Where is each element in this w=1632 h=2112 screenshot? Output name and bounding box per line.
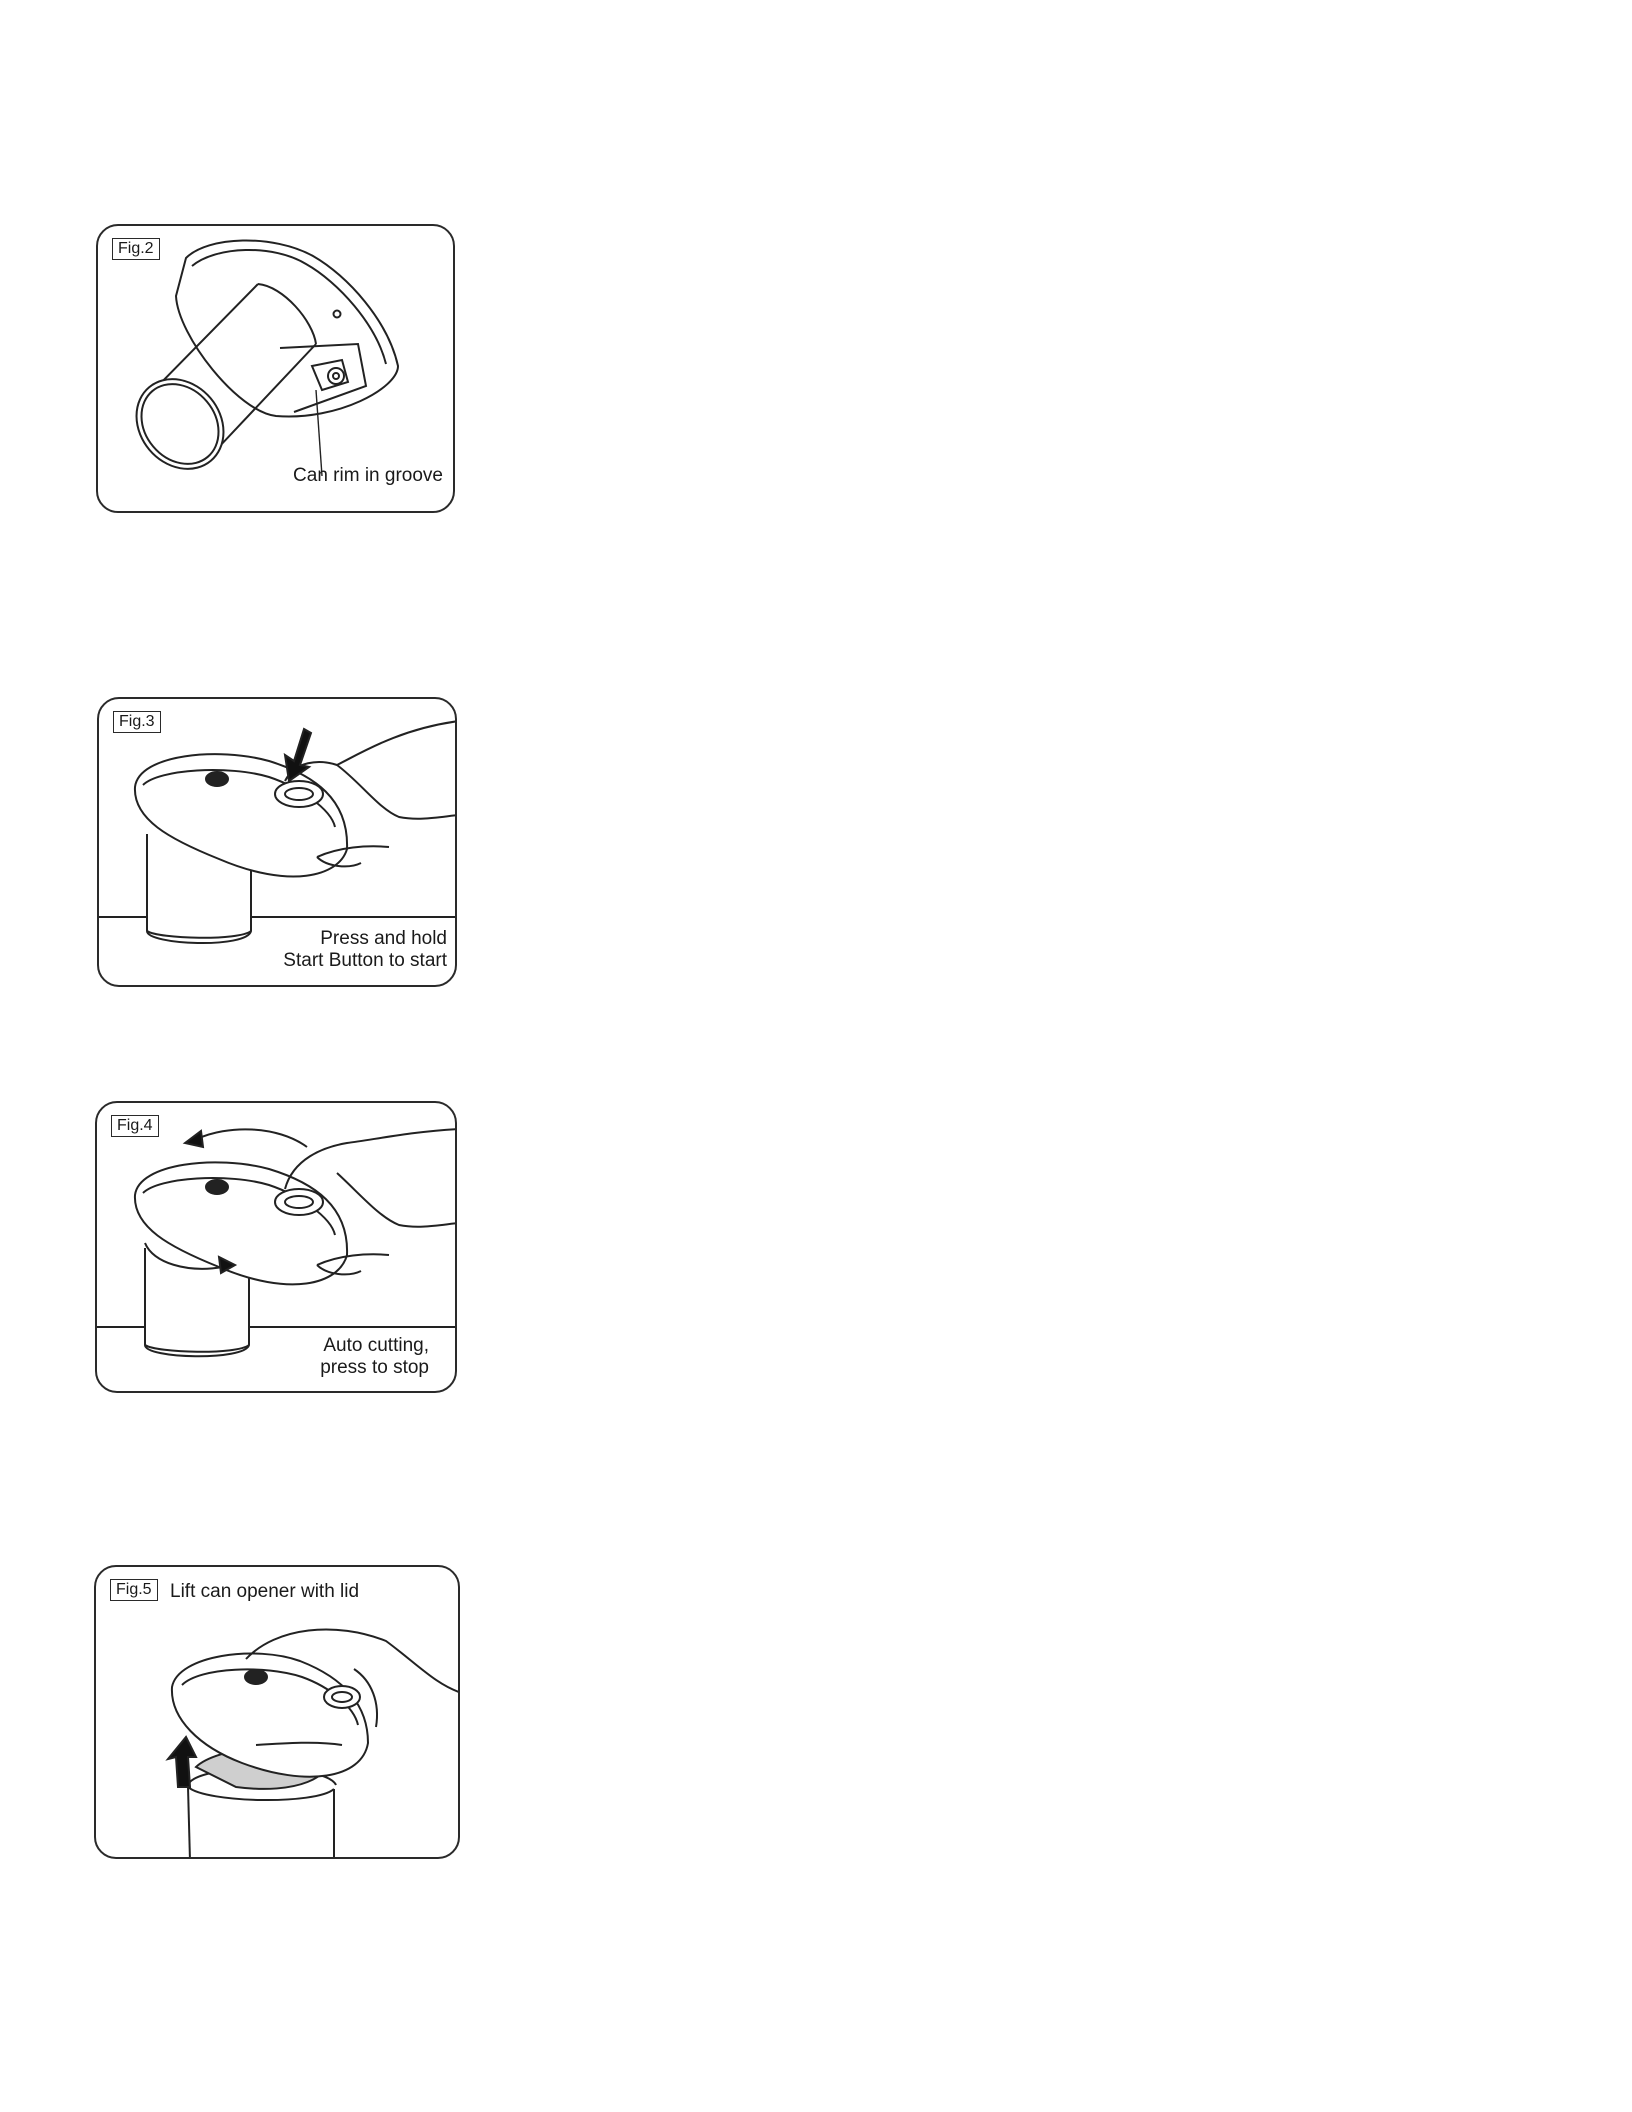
caption-line: Start Button to start <box>283 950 447 971</box>
caption-line: Can rim in groove <box>293 465 443 486</box>
figure-caption <box>283 928 447 972</box>
caption-line: Auto cutting, <box>323 1335 429 1356</box>
figure-caption <box>170 1581 359 1603</box>
figure-caption <box>293 465 443 487</box>
caption-line: Press and hold <box>320 928 447 949</box>
figure-label: Fig.3 <box>113 711 161 733</box>
figure-2-panel <box>96 224 455 513</box>
figure-label: Fig.2 <box>112 238 160 260</box>
lift-can-opener-illustration <box>96 1567 460 1859</box>
caption-line: press to stop <box>320 1357 429 1378</box>
figure-3-panel <box>97 697 457 987</box>
figure-5-panel <box>94 1565 460 1859</box>
figure-4-panel <box>95 1101 457 1393</box>
figure-label: Fig.5 <box>110 1579 158 1601</box>
caption-line: Lift can opener with lid <box>170 1581 360 1602</box>
figure-label: Fig.4 <box>111 1115 159 1137</box>
figure-caption <box>320 1335 429 1379</box>
